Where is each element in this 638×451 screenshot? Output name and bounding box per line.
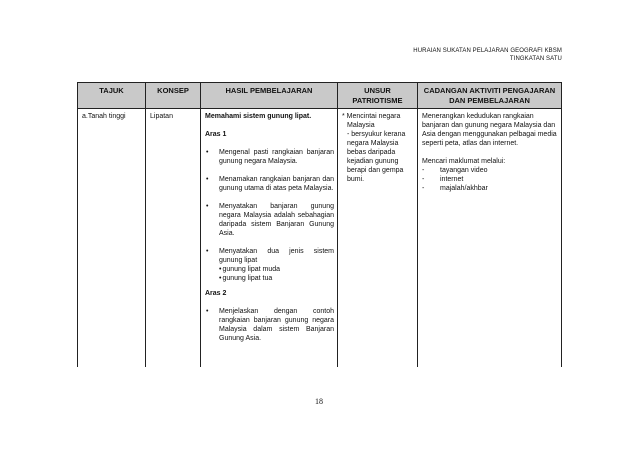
cell-konsep <box>146 109 201 368</box>
list-item: • Menamakan rangkaian banjaran dan gunung utama di atas peta Malaysia. <box>205 175 334 193</box>
sub-list <box>219 265 334 283</box>
konsep-text: Lipatan <box>150 113 173 120</box>
list-item <box>422 175 558 184</box>
document-header <box>413 47 562 63</box>
table-header-row <box>78 83 562 109</box>
header-unsur-patriotisme: UNSUR PATRIOTISME <box>338 83 418 109</box>
page-number: 18 <box>315 397 323 406</box>
list-item-text: majalah/akhbar <box>440 185 488 192</box>
aras-1-heading: Aras 1 <box>205 131 227 138</box>
cadangan-paragraph-2: Mencari maklumat melalui: <box>422 158 506 165</box>
list-item <box>422 166 558 175</box>
header-tajuk: TAJUK <box>78 83 146 109</box>
header-cadangan-aktiviti: CADANGAN AKTIVITI PENGAJARAN DAN PEMBELAJARAN <box>418 83 562 109</box>
list-item: • Mengenal pasti rangkaian banjaran gunung negara Malaysia. <box>205 148 334 166</box>
list-item: • Menjelaskan dengan contoh rangkaian banjaran gunung negara Malaysia dalam sistem Banjaran Gunung Asia. <box>205 307 334 343</box>
cadangan-paragraph-1: Menerangkan kedudukan rangkaian banjaran dan gunung negara Malaysia dan Asia dengan menggunakan pelbagai media seperti peta, atlas dan internet. <box>422 113 557 147</box>
dash-marker: - <box>422 185 425 192</box>
cell-hasil-pembelajaran <box>201 109 338 368</box>
cell-unsur-patriotisme <box>338 109 418 368</box>
unsur-line-2: Malaysia <box>347 122 375 129</box>
sub-list-item: • gunung lipat muda <box>219 265 334 274</box>
list-item <box>422 184 558 193</box>
list-item-text: internet <box>440 176 464 183</box>
hasil-title: Memahami sistem gunung lipat. <box>205 113 312 120</box>
list-item-text: Menyatakan dua jenis sistem gunung lipat <box>219 248 334 264</box>
aras-1-list <box>205 148 334 283</box>
list-item-text: tayangan video <box>440 167 488 174</box>
sub-list-item: • gunung lipat tua <box>219 274 334 283</box>
header-hasil-pembelajaran: HASIL PEMBELAJARAN <box>201 83 338 109</box>
header-konsep: KONSEP <box>146 83 201 109</box>
list-item <box>205 247 334 283</box>
unsur-line-1: * Mencintai negara <box>342 113 401 120</box>
dash-marker: - <box>422 167 425 174</box>
aras-2-heading: Aras 2 <box>205 290 227 297</box>
aras-2-list <box>205 307 334 343</box>
syllabus-table <box>77 82 562 367</box>
cell-tajuk <box>78 109 146 368</box>
list-item: • Menyatakan banjaran gunung negara Malaysia adalah sebahagian daripada sistem Banjaran Gunung Asia. <box>205 202 334 238</box>
table-row <box>78 109 562 368</box>
header-title: HURAIAN SUKATAN PELAJARAN GEOGRAFI KBSM <box>413 48 562 54</box>
cadangan-list <box>422 166 558 193</box>
unsur-line-3: - bersyukur kerana negara Malaysia bebas daripada kejadian gunung berapi dan gempa bumi. <box>347 131 406 183</box>
tajuk-text: a.Tanah tinggi <box>82 113 126 120</box>
header-subtitle: TINGKATAN SATU <box>509 56 562 62</box>
cell-cadangan-aktiviti <box>418 109 562 368</box>
dash-marker: - <box>422 176 425 183</box>
